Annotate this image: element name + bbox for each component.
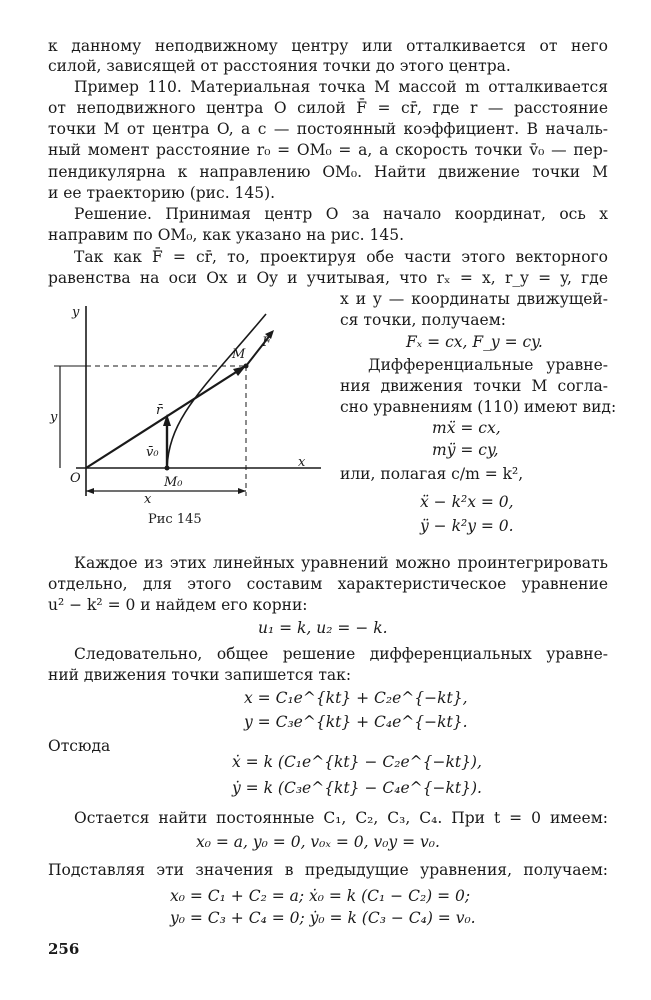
y-axis-label: y bbox=[72, 305, 80, 320]
text-line: отдельно, для этого составим характеристическое уравнение bbox=[48, 575, 608, 593]
point-m bbox=[244, 364, 249, 369]
text-line: x и y — координаты движущей- bbox=[340, 290, 608, 308]
text-line: ний движения точки запишется так: bbox=[48, 666, 352, 684]
arrow-head bbox=[163, 414, 171, 426]
point-m0 bbox=[165, 466, 170, 471]
equation: y₀ = C₃ + C₄ = 0; ẏ₀ = k (C₃ − C₄) = v₀. bbox=[170, 909, 476, 927]
text-line: Каждое из этих линейных уравнений можно проинтегрировать bbox=[74, 554, 608, 572]
arrow-head bbox=[238, 488, 246, 494]
point-m-label: M bbox=[232, 347, 246, 362]
text-line: Подставляя эти значения в предыдущие уравнения, получаем: bbox=[48, 861, 608, 879]
equation: ẍ − k²x = 0, bbox=[420, 493, 514, 511]
equation: x₀ = C₁ + C₂ = a; ẋ₀ = k (C₁ − C₂) = 0; bbox=[170, 887, 471, 905]
text-line: Остается найти постоянные C₁, C₂, C₃, C₄. При t = 0 имеем: bbox=[74, 809, 608, 827]
text-line: к данному неподвижному центру или отталкивается от него bbox=[48, 37, 608, 55]
equation: u₁ = k, u₂ = − k. bbox=[258, 619, 388, 637]
solution-line: Решение. Принимая центр O за начало координат, ось x bbox=[74, 205, 608, 223]
equation: y = C₃e^{kt} + C₄e^{−kt}. bbox=[244, 713, 468, 731]
text-line: и ее траекторию (рис. 145). bbox=[48, 184, 276, 202]
equation: ÿ − k²y = 0. bbox=[420, 517, 514, 535]
figure-caption: Рис 145 bbox=[148, 512, 202, 527]
velocity-label: v̄₀ bbox=[146, 445, 159, 460]
text-line: равенства на оси Ox и Oy и учитывая, что rₓ = x, r_y = y, где bbox=[48, 269, 608, 287]
x-axis-label: x bbox=[298, 455, 306, 470]
text-line: силой, зависящей от расстояния точки до этого центра. bbox=[48, 57, 511, 75]
text-line: ный момент расстояние r₀ = OM₀ = a, а скорость точки v̄₀ — пер- bbox=[48, 141, 608, 159]
trajectory-curve bbox=[167, 314, 266, 468]
radius-vector bbox=[86, 367, 244, 468]
origin-label: O bbox=[70, 471, 81, 486]
equation: mÿ = cy, bbox=[432, 441, 499, 459]
dim-y-label: y bbox=[50, 410, 58, 425]
equation: ẏ = k (C₃e^{kt} − C₄e^{−kt}). bbox=[232, 779, 482, 797]
text-line: направим по OM₀, как указано на рис. 145. bbox=[48, 226, 405, 244]
page-number: 256 bbox=[48, 940, 80, 958]
equation: x = C₁e^{kt} + C₂e^{−kt}, bbox=[244, 689, 468, 707]
equation: ẋ = k (C₁e^{kt} − C₂e^{−kt}), bbox=[232, 753, 482, 771]
dim-x-label: x bbox=[144, 492, 152, 506]
text-line: пендикулярна к направлению OM₀. Найти движение точки M bbox=[48, 163, 608, 181]
text-line: ся точки, получаем: bbox=[340, 311, 506, 329]
text-line: ния движения точки M согла- bbox=[340, 377, 608, 395]
radius-label: r̄ bbox=[156, 403, 163, 418]
text-line: Дифференциальные уравне- bbox=[368, 356, 608, 374]
arrow-head bbox=[86, 488, 94, 494]
text-line: u² − k² = 0 и найдем его корни: bbox=[48, 596, 308, 614]
text-line: точки M от центра O, а c — постоянный коэффициент. В началь- bbox=[48, 120, 608, 138]
text-line: сно уравнениям (110) имеют вид: bbox=[340, 398, 617, 416]
equation: mẍ = cx, bbox=[432, 419, 501, 437]
text-line: Так как F̄ = cr̄, то, проектируя обе части этого векторного bbox=[74, 248, 608, 266]
text-line: или, полагая c/m = k², bbox=[340, 465, 524, 483]
equation: x₀ = a, y₀ = 0, v₀ₓ = 0, v₀y = v₀. bbox=[196, 833, 440, 851]
force-label: F̄ bbox=[262, 335, 272, 350]
example-heading-line: Пример 110. Материальная точка M массой m отталкивается bbox=[74, 78, 608, 96]
figure-145 bbox=[36, 296, 336, 506]
text-line: Отсюда bbox=[48, 737, 111, 755]
text-line: Следовательно, общее решение дифференциальных уравне- bbox=[74, 645, 608, 663]
point-m0-label: M₀ bbox=[164, 475, 183, 490]
text-line: от неподвижного центра O силой F̄ = cr̄, где r — расстояние bbox=[48, 99, 608, 117]
equation: Fₓ = cx, F_y = cy. bbox=[406, 333, 543, 351]
